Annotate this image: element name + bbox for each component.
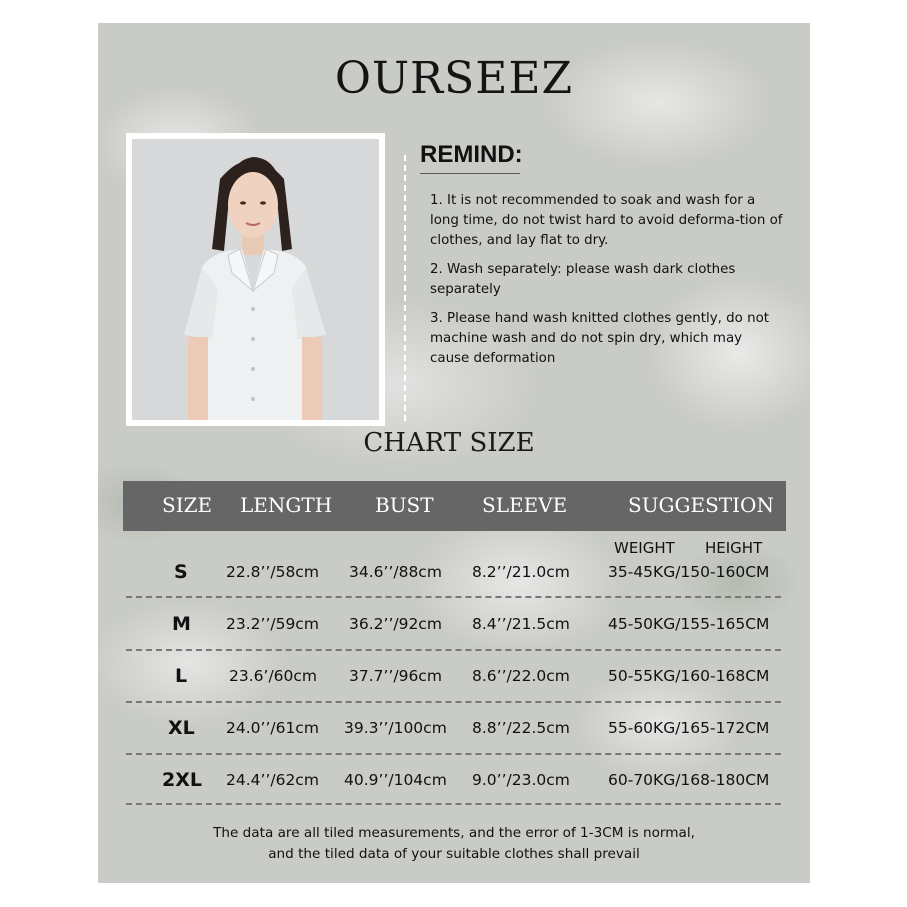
- cell-sleeve: 8.4’’/21.5cm: [472, 615, 570, 633]
- cell-suggestion: 35-45KG/150-160CM: [608, 563, 770, 581]
- size-chart-panel: [98, 23, 810, 883]
- cell-length: 22.8’’/58cm: [226, 563, 319, 581]
- header-suggestion: SUGGESTION: [628, 493, 774, 517]
- cell-size: S: [174, 561, 188, 583]
- cell-length: 23.2’’/59cm: [226, 615, 319, 633]
- row-divider: [126, 803, 781, 805]
- cell-suggestion: 50-55KG/160-168CM: [608, 667, 770, 685]
- divider-vertical: [404, 155, 406, 421]
- header-length: LENGTH: [240, 493, 333, 517]
- cell-suggestion: 55-60KG/165-172CM: [608, 719, 770, 737]
- cell-suggestion: 45-50KG/155-165CM: [608, 615, 770, 633]
- chart-title: CHART SIZE: [363, 428, 535, 458]
- cell-suggestion: 60-70KG/168-180CM: [608, 771, 770, 789]
- row-divider: [126, 701, 781, 703]
- remind-item: 3. Please hand wash knitted clothes gently, do not machine wash and do not spin dry, which may cause deformation: [430, 311, 770, 366]
- cell-length: 24.4’’/62cm: [226, 771, 319, 789]
- table-row: [98, 771, 810, 801]
- subheader-height: HEIGHT: [705, 539, 763, 557]
- remind-title: REMIND:: [420, 141, 523, 168]
- cell-sleeve: 8.6’’/22.0cm: [472, 667, 570, 685]
- header-sleeve: SLEEVE: [482, 493, 568, 517]
- row-divider: [126, 649, 781, 651]
- cell-size: 2XL: [162, 769, 202, 791]
- footnote-line: The data are all tiled measurements, and the error of 1-3CM is normal,: [213, 825, 695, 841]
- model-photo: [132, 139, 379, 420]
- cell-size: XL: [168, 717, 195, 739]
- remind-underline: [420, 173, 520, 174]
- remind-list: [430, 191, 785, 378]
- header-size: SIZE: [162, 493, 213, 517]
- table-row: [98, 615, 810, 645]
- table-row: [98, 563, 810, 593]
- table-row: [98, 719, 810, 749]
- cell-bust: 40.9’’/104cm: [344, 771, 447, 789]
- brand-logo: OURSEEZ: [334, 53, 574, 104]
- table-row: [98, 667, 810, 697]
- cell-bust: 34.6’’/88cm: [349, 563, 442, 581]
- row-divider: [126, 596, 781, 598]
- model-photo-frame: [126, 133, 385, 426]
- cell-size: L: [175, 665, 188, 687]
- cell-bust: 39.3’’/100cm: [344, 719, 447, 737]
- table-header: [123, 481, 786, 531]
- row-divider: [126, 753, 781, 755]
- footnote: [98, 823, 810, 865]
- cell-sleeve: 9.0’’/23.0cm: [472, 771, 570, 789]
- remind-item: 2. Wash separately: please wash dark clothes separately: [430, 262, 736, 297]
- cell-length: 23.6’/60cm: [229, 667, 318, 685]
- cell-sleeve: 8.2’’/21.0cm: [472, 563, 570, 581]
- header-bust: BUST: [375, 493, 434, 517]
- cell-sleeve: 8.8’’/22.5cm: [472, 719, 570, 737]
- cell-size: M: [172, 613, 191, 635]
- footnote-line: and the tiled data of your suitable clothes shall prevail: [268, 846, 640, 862]
- remind-item: 1. It is not recommended to soak and wash for a long time, do not twist hard to avoid deforma-tion of clothes, and lay flat to dry.: [430, 193, 783, 248]
- subheader-weight: WEIGHT: [614, 539, 675, 557]
- cell-bust: 36.2’’/92cm: [349, 615, 442, 633]
- model-illustration: [132, 139, 379, 420]
- cell-bust: 37.7’’/96cm: [349, 667, 442, 685]
- cell-length: 24.0’’/61cm: [226, 719, 319, 737]
